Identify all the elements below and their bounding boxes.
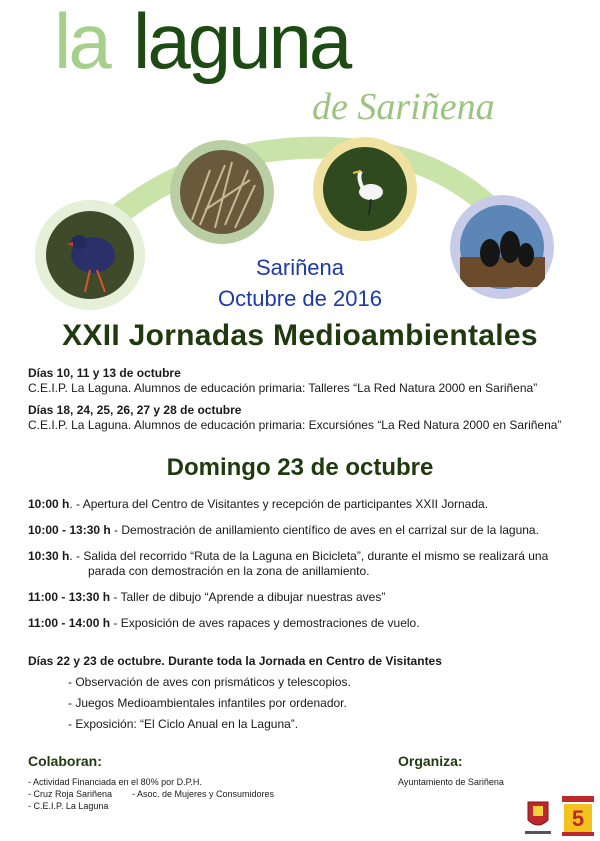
weekend-bullet: - Exposición: “El Ciclo Anual en la Laguna”.	[68, 717, 299, 731]
schedule-time: 11:00 - 13:30 h	[28, 590, 111, 604]
egret-photo	[313, 137, 418, 242]
collab-line: - C.E.I.P. La Laguna	[28, 801, 109, 811]
collab-line: - Asoc. de Mujeres y Consumidores	[132, 789, 275, 799]
collab-line: - Cruz Roja Sariñena	[28, 789, 113, 799]
svg-text:5: 5	[571, 806, 585, 831]
weekend-bullet: - Juegos Medioambientales infantiles por ordenador.	[68, 696, 347, 710]
schedule-text: . - Apertura del Centro de Visitantes y recepción de participantes XXII Jornada.	[69, 497, 489, 511]
sunday-title: Domingo 23 de octubre	[166, 454, 434, 481]
schedule-item	[28, 497, 488, 511]
collab-title: Colaboran:	[28, 753, 102, 769]
cormorants-photo	[450, 195, 555, 300]
logo-subtitle: de Sariñena	[312, 86, 495, 128]
schedule-text: - Exposición de aves rapaces y demostraciones de vuelo.	[110, 616, 420, 630]
school-days-1-desc: C.E.I.P. La Laguna. Alumnos de educación primaria: Talleres “La Red Natura 2000 en Sariñena”	[28, 381, 538, 395]
collab-line: - Actividad Financiada en el 80% por D.P.H.	[28, 777, 202, 787]
purple-swamphen-photo	[35, 200, 145, 310]
schedule-time: 10:00 - 13:30 h	[28, 523, 111, 537]
school-days-2-heading: Días 18, 24, 25, 26, 27 y 28 de octubre	[28, 403, 242, 417]
ayuntamiento-logo	[525, 798, 551, 836]
schedule-item	[28, 590, 385, 604]
schedule-text: - Taller de dibujo “Aprende a dibujar nuestras aves”	[110, 590, 386, 604]
weekend-heading: Días 22 y 23 de octubre. Durante toda la Jornada en Centro de Visitantes	[28, 654, 442, 668]
main-title: XXII Jornadas Medioambientales	[62, 319, 538, 352]
schedule-time: 11:00 - 14:00 h	[28, 616, 111, 630]
schedule-item	[28, 549, 548, 563]
reeds-photo	[170, 140, 275, 245]
schedule-time: 10:30 h	[28, 549, 70, 563]
logo-laguna-text: laguna	[133, 0, 350, 85]
org-title: Organiza:	[398, 753, 463, 769]
schedule-item	[28, 523, 539, 537]
school-days-1-heading: Días 10, 11 y 13 de octubre	[28, 366, 181, 380]
weekend-bullet: - Observación de aves con prismáticos y telescopios.	[68, 675, 351, 689]
schedule-text: . - Salida del recorrido “Ruta de la Laguna en Bicicleta”, durante el mismo se realizará una	[69, 549, 549, 563]
org-line: Ayuntamiento de Sariñena	[398, 777, 504, 787]
schedule-item	[28, 616, 420, 630]
schedule-time: 10:00 h	[28, 497, 70, 511]
diputacion-huesca-logo	[562, 796, 594, 836]
school-days-2-desc: C.E.I.P. La Laguna. Alumnos de educación primaria: Excursiónes “La Red Natura 2000 en Sariñena”	[28, 418, 562, 432]
schedule-text-continued: parada con demostración en la zona de anillamiento.	[88, 564, 370, 578]
schedule-text: - Demostración de anillamiento científico de aves en el carrizal sur de la laguna.	[110, 523, 539, 537]
event-place: Sariñena	[255, 255, 345, 280]
logo-la-text: la	[54, 0, 109, 85]
event-date: Octubre de 2016	[218, 286, 382, 311]
